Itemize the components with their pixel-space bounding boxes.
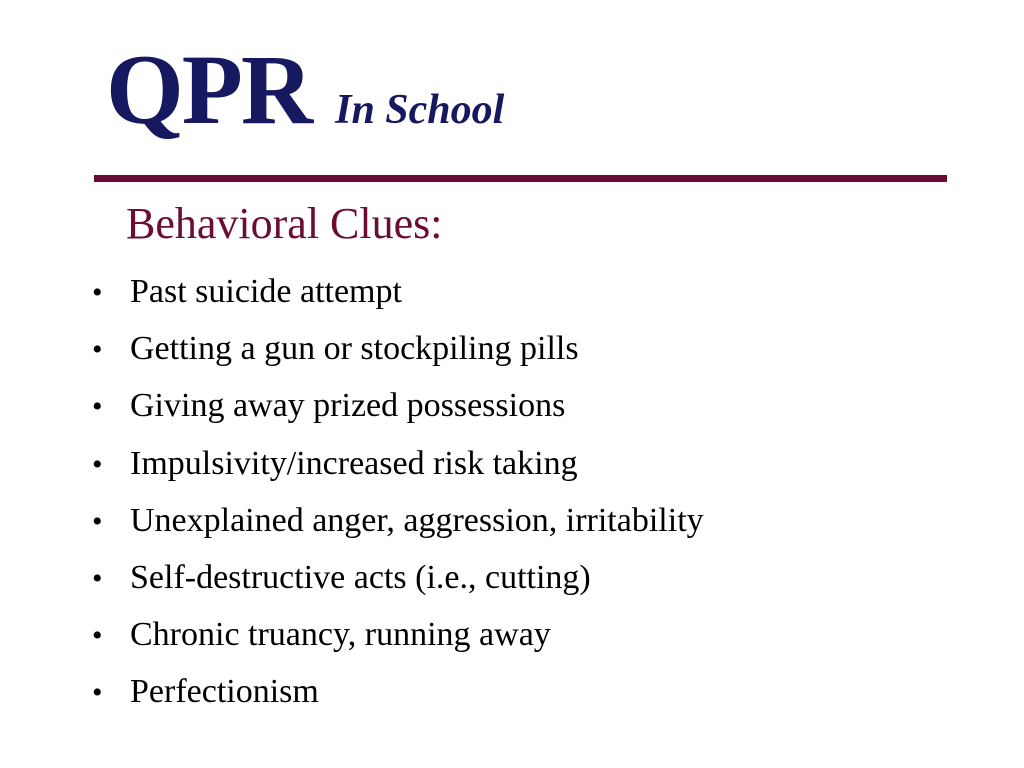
bullet-icon: • — [92, 333, 103, 367]
title-subtitle: In School — [335, 87, 505, 133]
bullet-item — [88, 663, 704, 720]
slide-title — [106, 34, 505, 145]
bullet-icon: • — [92, 276, 103, 309]
bullet-text: Unexplained anger, aggression, irritability — [130, 501, 704, 539]
title-main: QPR — [106, 34, 312, 145]
bullet-text: Self-destructive acts (i.e., cutting) — [130, 558, 591, 596]
bullet-item — [88, 263, 704, 320]
bullet-icon: • — [92, 561, 103, 595]
bullet-item — [88, 320, 704, 377]
bullet-text: Getting a gun or stockpiling pills — [130, 330, 579, 368]
bullet-icon: • — [92, 619, 103, 653]
section-heading: Behavioral Clues: — [126, 199, 443, 248]
bullet-text: Past suicide attempt — [130, 273, 402, 310]
bullet-icon: • — [92, 504, 103, 538]
bullet-icon: • — [92, 447, 103, 481]
bullet-text: Impulsivity/increased risk taking — [130, 444, 578, 482]
bullet-item — [88, 435, 704, 492]
bullet-icon: • — [92, 390, 103, 424]
bullet-icon: • — [92, 676, 103, 710]
bullet-text: Chronic truancy, running away — [130, 616, 551, 654]
bullet-item — [88, 377, 704, 434]
bullet-text: Giving away prized possessions — [130, 387, 566, 425]
bullet-list — [88, 263, 704, 721]
bullet-text: Perfectionism — [130, 673, 319, 711]
bullet-item — [88, 549, 704, 606]
title-divider — [94, 175, 947, 182]
bullet-item — [88, 606, 704, 663]
bullet-item — [88, 492, 704, 549]
